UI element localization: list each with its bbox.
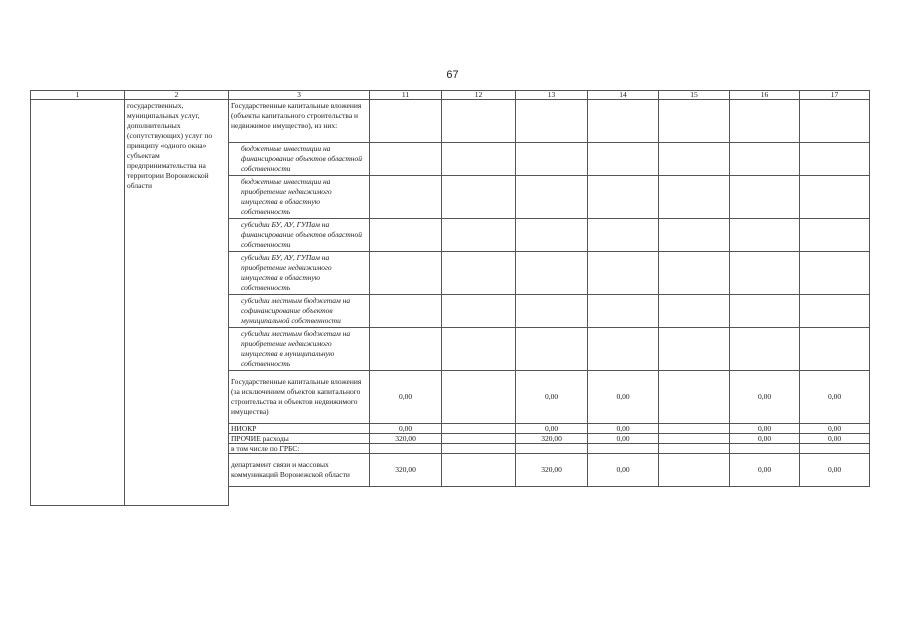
program-description-cell: государственных, муниципальных услуг, дополнительных (сопутствующих) услуг по принципу «одного окна» субъектам предпринимательства на территории Воронежской области xyxy=(125,100,229,506)
cell-14 xyxy=(588,295,659,328)
cell-16 xyxy=(730,444,800,454)
cell-16: 0,00 xyxy=(730,454,800,487)
cell-16 xyxy=(730,176,800,219)
header-col-2: 2 xyxy=(125,91,229,100)
cell-16 xyxy=(730,143,800,176)
cell-15 xyxy=(659,371,730,424)
cell-12 xyxy=(442,328,516,371)
cell-11 xyxy=(370,100,442,143)
cell-17 xyxy=(800,295,870,328)
cell-13: 0,00 xyxy=(516,371,588,424)
cell-15 xyxy=(659,424,730,434)
row-label: субсидии БУ, АУ, ГУПам на финансирование объектов областной собственности xyxy=(229,219,370,252)
cell-15 xyxy=(659,328,730,371)
cell-16: 0,00 xyxy=(730,371,800,424)
row-label: Государственные капитальные вложения (объекты капитального строительства и недвижимое имущество), из них: xyxy=(229,100,370,143)
cell-17: 0,00 xyxy=(800,454,870,487)
cell-13 xyxy=(516,252,588,295)
cell-17 xyxy=(800,328,870,371)
cell-17 xyxy=(800,176,870,219)
cell-16: 0,00 xyxy=(730,424,800,434)
header-col-15: 15 xyxy=(659,91,730,100)
row-label: субсидии БУ, АУ, ГУПам на приобретение недвижимого имущества в областную собственность xyxy=(229,252,370,295)
cell-13 xyxy=(516,100,588,143)
header-col-17: 17 xyxy=(800,91,870,100)
cell-16 xyxy=(730,100,800,143)
cell-15 xyxy=(659,100,730,143)
cell-16 xyxy=(730,328,800,371)
cell-11 xyxy=(370,252,442,295)
cell-13: 320,00 xyxy=(516,454,588,487)
cell-14 xyxy=(588,252,659,295)
cell-16: 0,00 xyxy=(730,434,800,444)
cell-14 xyxy=(588,176,659,219)
cell-13 xyxy=(516,444,588,454)
row-label: департамент связи и массовых коммуникаций Воронежской области xyxy=(229,454,370,487)
cell-12 xyxy=(442,252,516,295)
cell-14 xyxy=(588,444,659,454)
header-col-14: 14 xyxy=(588,91,659,100)
cell-12 xyxy=(442,295,516,328)
cell-12 xyxy=(442,454,516,487)
cell-14 xyxy=(588,328,659,371)
cell-11: 320,00 xyxy=(370,454,442,487)
cell-14: 0,00 xyxy=(588,371,659,424)
cell-12 xyxy=(442,219,516,252)
cell-13: 320,00 xyxy=(516,434,588,444)
cell-11 xyxy=(370,143,442,176)
cell-13: 0,00 xyxy=(516,424,588,434)
header-row xyxy=(31,91,870,100)
cell-16 xyxy=(730,252,800,295)
cell-11 xyxy=(370,444,442,454)
cell-14 xyxy=(588,100,659,143)
cell-12 xyxy=(442,434,516,444)
header-col-12: 12 xyxy=(442,91,516,100)
row-label: в том числе по ГРБС: xyxy=(229,444,370,454)
cell-15 xyxy=(659,295,730,328)
cell-11 xyxy=(370,328,442,371)
cell-11: 320,00 xyxy=(370,434,442,444)
cell-14: 0,00 xyxy=(588,454,659,487)
cell-13 xyxy=(516,328,588,371)
cell-15 xyxy=(659,219,730,252)
cell-12 xyxy=(442,143,516,176)
cell-15 xyxy=(659,176,730,219)
cell-14: 0,00 xyxy=(588,434,659,444)
row-label: бюджетные инвестиции на финансирование объектов областной собственности xyxy=(229,143,370,176)
cell-11 xyxy=(370,219,442,252)
header-col-16: 16 xyxy=(730,91,800,100)
cell-17 xyxy=(800,252,870,295)
cell-12 xyxy=(442,100,516,143)
cell-11: 0,00 xyxy=(370,424,442,434)
header-col-1: 1 xyxy=(31,91,125,100)
cell-16 xyxy=(730,295,800,328)
cell-12 xyxy=(442,424,516,434)
cell-17: 0,00 xyxy=(800,424,870,434)
cell-16 xyxy=(730,219,800,252)
header-col-3: 3 xyxy=(229,91,370,100)
cell-15 xyxy=(659,454,730,487)
cell-13 xyxy=(516,295,588,328)
empty-tail-cell xyxy=(229,487,870,506)
cell-17 xyxy=(800,143,870,176)
row-label: НИОКР xyxy=(229,424,370,434)
cell-15 xyxy=(659,434,730,444)
cell-14 xyxy=(588,143,659,176)
page-number: 67 xyxy=(446,69,459,81)
cell-17 xyxy=(800,219,870,252)
cell-17 xyxy=(800,100,870,143)
cell-13 xyxy=(516,219,588,252)
cell-13 xyxy=(516,143,588,176)
cell-15 xyxy=(659,252,730,295)
cell-15 xyxy=(659,444,730,454)
cell-17 xyxy=(800,444,870,454)
cell-12 xyxy=(442,444,516,454)
row-label: бюджетные инвестиции на приобретение недвижимого имущества в областную собственность xyxy=(229,176,370,219)
cell-12 xyxy=(442,176,516,219)
row-label: субсидии местным бюджетам на софинансирование объектов муниципальной собственности xyxy=(229,295,370,328)
row-label: Государственные капитальные вложения (за исключением объектов капитального строительства и объектов недвижимого имущества) xyxy=(229,371,370,424)
budget-table xyxy=(30,90,870,506)
cell-12 xyxy=(442,371,516,424)
cell-14: 0,00 xyxy=(588,424,659,434)
cell-11: 0,00 xyxy=(370,371,442,424)
cell-17: 0,00 xyxy=(800,434,870,444)
row-label: субсидии местным бюджетам на приобретение недвижимого имущества в муниципальную собственность xyxy=(229,328,370,371)
cell-15 xyxy=(659,143,730,176)
cell-11 xyxy=(370,295,442,328)
cell-17: 0,00 xyxy=(800,371,870,424)
cell-13 xyxy=(516,176,588,219)
cell-11 xyxy=(370,176,442,219)
table-row xyxy=(31,100,870,143)
row-label: ПРОЧИЕ расходы xyxy=(229,434,370,444)
col1-cell xyxy=(31,100,125,506)
header-col-11: 11 xyxy=(370,91,442,100)
cell-14 xyxy=(588,219,659,252)
header-col-13: 13 xyxy=(516,91,588,100)
